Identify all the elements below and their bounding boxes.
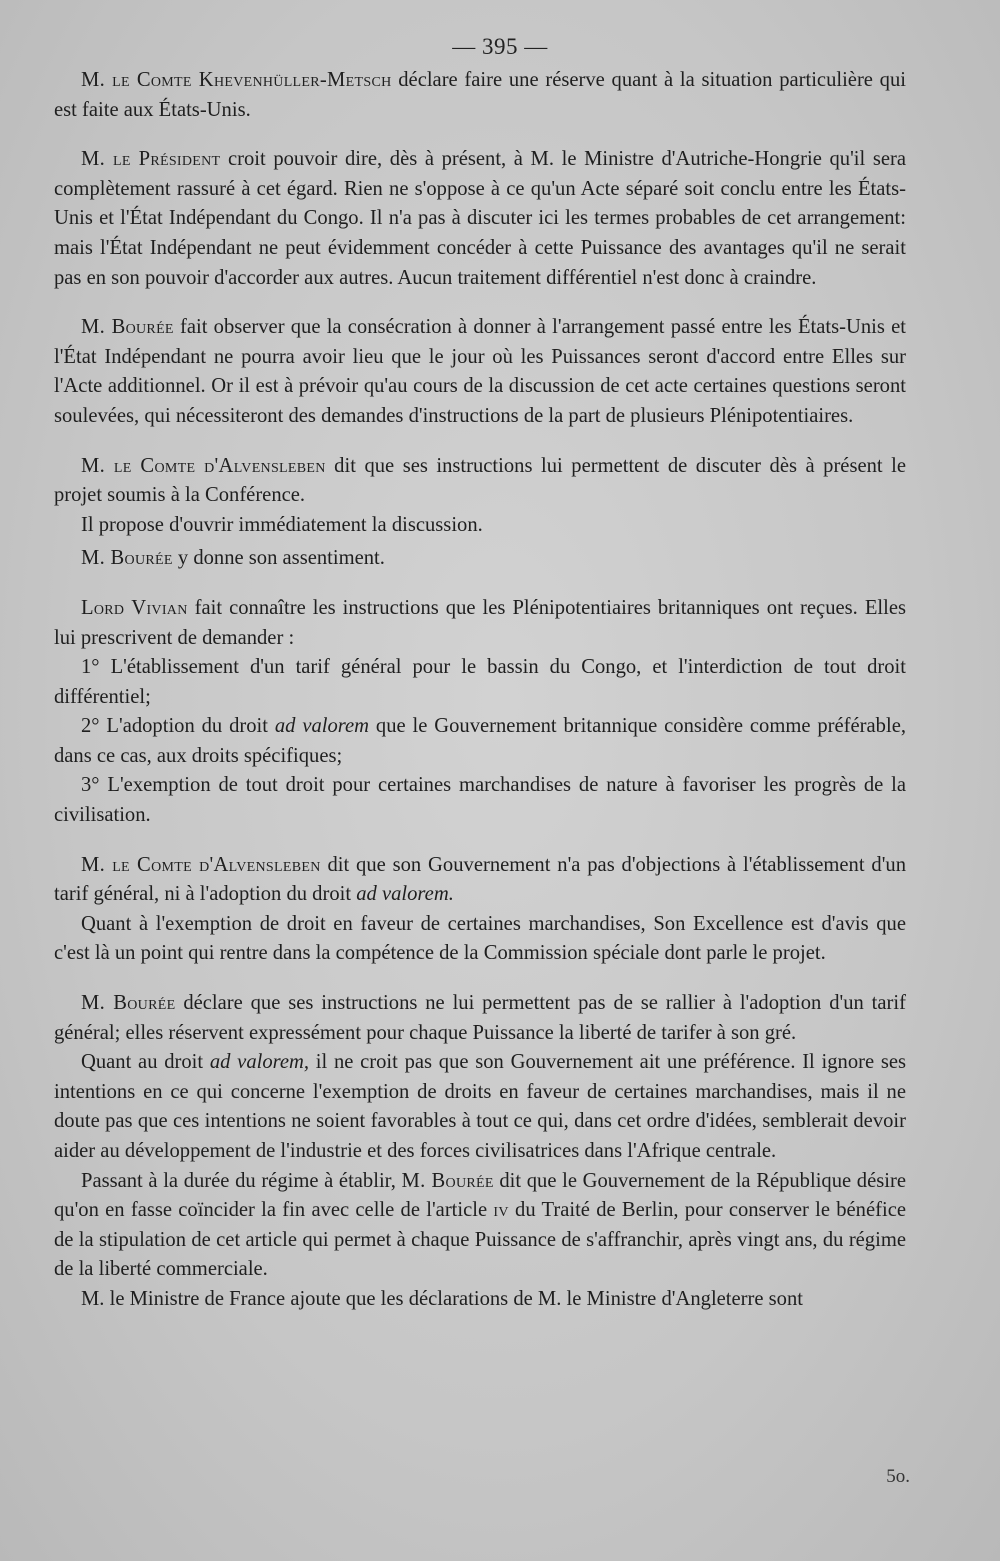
paragraph-text: déclare que ses instructions ne lui permettent pas de se rallier à l'adoption d'un tarif général; elles réservent expressément pour chaque Puissance la liberté de tarifer à son gré. <box>54 992 906 1044</box>
paragraph-text: dit que le Gouvernement de la République désire qu'on en fasse coïncider la fin avec celle de l'article <box>54 1169 906 1222</box>
paragraph-text: Quant au droit <box>81 1051 210 1074</box>
speaker-name: M. Bourée <box>81 316 174 339</box>
speaker-name: M. le Comte d'Alvensleben <box>81 853 321 876</box>
list-text: L'établissement d'un tarif général pour le bassin du Congo, et l'interdiction de tout droit différentiel; <box>54 656 906 708</box>
list-number: 2° <box>81 715 100 738</box>
list-item <box>54 653 906 712</box>
speaker-name: M. Bourée <box>81 992 176 1015</box>
list-number: 1° <box>81 656 100 679</box>
paragraph-text: Quant à l'exemption de droit en faveur de certaines marchandises, Son Excellence est d'avis que c'est là un point qui rentre dans la compétence de la Commission spéciale dont parle le projet. <box>54 912 906 965</box>
document-body <box>54 66 906 1315</box>
paragraph-text: y donne son assentiment. <box>172 547 385 570</box>
paragraph-vivian <box>54 594 906 653</box>
paragraph-text: Il propose d'ouvrir immédiatement la discussion. <box>81 513 483 536</box>
paragraph-text: fait observer que la consécration à donner à l'arrangement passé entre les États-Unis et l'État Indépendant ne pourra avoir lieu que le jour où les Puissances seront d'accord entre Elles sur l'Acte additionnel. Or il est à prévoir qu'au cours de la discussion de cet acte certaines questions seront soulevées, qui nécessiteront des demandes d'instructions de la part de plusieurs Plénipotentiaires. <box>54 316 906 427</box>
paragraph-text: il ne croit pas que son Gouvernement ait une préférence. Il ignore ses intentions en ce qui concerne l'exemption de droits en faveur de certaines marchandises, mais il ne doute pas que ces intentions ne soient favorables à tout ce qui, dans cet ordre d'idées, semblerait devoir aider au développement de l'industrie et des forces civilisatrices dans l'Afrique centrale. <box>54 1051 907 1162</box>
speaker-name: M. le Président <box>81 148 221 171</box>
list-number: 3° <box>81 774 100 797</box>
list-text: L'adoption du droit <box>99 715 275 738</box>
paragraph-exemption <box>54 910 906 969</box>
speaker-name: M. Bourée <box>81 547 173 570</box>
list-item <box>54 771 906 830</box>
paragraph-propose <box>54 511 906 541</box>
speaker-name: M. Bourée <box>401 1169 494 1192</box>
list-item <box>54 712 906 771</box>
speaker-name: Lord Vivian <box>81 596 188 619</box>
speaker-name: M. le Comte d'Alvensleben <box>81 454 326 477</box>
paragraph-text: Passant à la durée du régime à établir, <box>81 1169 402 1192</box>
paragraph-text: fait connaître les instructions que les Plénipotentiaires britanniques ont reçues. Elles lui prescrivent de demander : <box>54 596 906 649</box>
paragraph-duree <box>54 1167 906 1285</box>
page-number: — 395 — <box>452 34 548 59</box>
paragraph-text: dit que son Gouvernement n'a pas d'objections à l'établissement d'un tarif général, ni à l'adoption du droit <box>54 853 906 906</box>
italic-term: ad valorem, <box>209 1051 310 1074</box>
list-text: que le Gouvernement britannique considère comme préférable, dans ce cas, aux droits spécifiques; <box>54 715 906 767</box>
roman-numeral: iv <box>493 1199 509 1222</box>
italic-term: ad valorem <box>274 715 370 738</box>
paragraph-alvensleben-1 <box>54 452 906 511</box>
paragraph-ad-valorem <box>54 1048 906 1166</box>
italic-term: ad valorem. <box>356 883 454 906</box>
paragraph-bouree-2 <box>54 544 906 574</box>
paragraph-text: du Traité de Berlin, pour conserver le bénéfice de la stipulation de cet article qui permet à chaque Puissance de s'affranchir, après vingt ans, du régime de la liberté commerciale. <box>54 1199 906 1281</box>
paragraph-text: dit que ses instructions lui permettent de discuter dès à présent le projet soumis à la Conférence. <box>54 454 907 507</box>
paragraph-alvensleben-2 <box>54 851 906 910</box>
paragraph-text: M. le Ministre de France ajoute que les déclarations de M. le Ministre d'Angleterre sont <box>81 1287 803 1310</box>
paragraph-bouree-1 <box>54 313 906 431</box>
paragraph-text: croit pouvoir dire, dès à présent, à M. le Ministre d'Autriche-Hongrie qu'il sera complètement rassuré à cet égard. Rien ne s'oppose à ce qu'un Acte séparé soit conclu entre les États-Unis et l'État Indépendant du Congo. Il n'a pas à discuter ici les termes probables de cet arrangement: mais l'État Indépendant ne peut évidemment concéder à cette Puissance des avantages qu'il ne serait pas en son pouvoir d'accorder aux autres. Aucun traitement différentiel n'est donc à craindre. <box>54 148 906 289</box>
speaker-name: M. le Comte Khevenhüller-Metsch <box>81 69 392 91</box>
paragraph-text: déclare faire une réserve quant à la situation particulière qui est faite aux États-Unis. <box>54 69 907 121</box>
paragraph-president <box>54 145 906 293</box>
paragraph-bouree-3 <box>54 989 906 1048</box>
paragraph-ministre-france <box>54 1285 906 1315</box>
signature-mark: 5o. <box>886 1466 910 1487</box>
list-text: L'exemption de tout droit pour certaines marchandises de nature à favoriser les progrès de la civilisation. <box>54 774 906 827</box>
paragraph-khevenhuller <box>54 66 906 125</box>
